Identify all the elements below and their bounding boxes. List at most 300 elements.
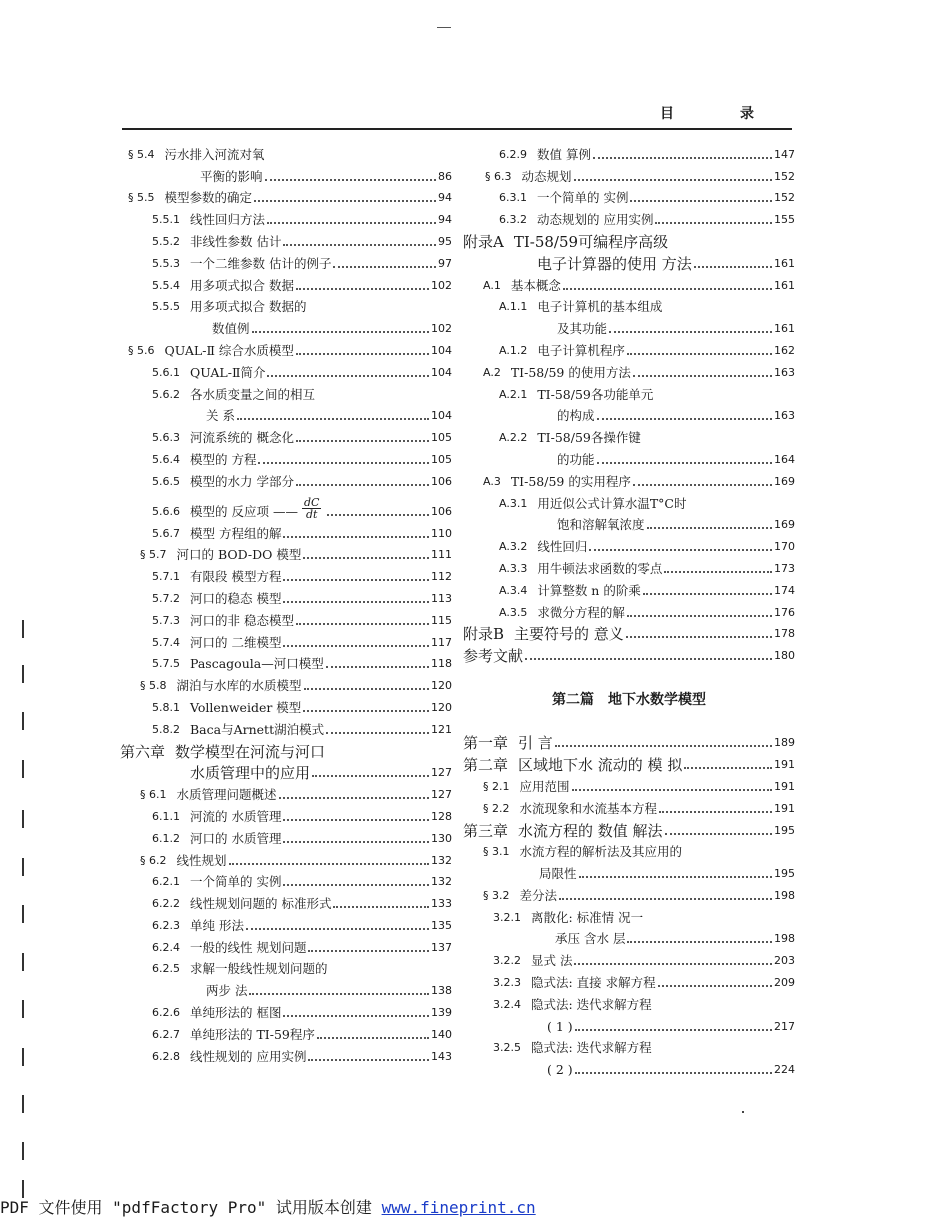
toc-entry	[463, 294, 795, 316]
toc-entry	[120, 490, 452, 520]
entry-number: 附录B	[463, 625, 505, 644]
leader-dots	[283, 819, 429, 821]
entry-number: A.3.3	[499, 561, 528, 575]
entry-number: 3.2.4	[493, 997, 521, 1011]
entry-title: 单纯 形法	[190, 917, 244, 933]
page-number: 106	[431, 474, 452, 488]
page-number: 104	[431, 409, 452, 423]
entry-title: 动态规划	[521, 168, 572, 184]
entry-number: 5.5.2	[152, 234, 180, 248]
page-number: 163	[774, 409, 795, 423]
leader-dots	[563, 288, 772, 290]
page-number: 132	[431, 875, 452, 889]
leader-dots	[326, 732, 429, 734]
running-header: 目 录	[660, 106, 780, 122]
page-number: 138	[431, 984, 452, 998]
entry-number: 5.5.5	[152, 300, 180, 314]
page-number: 152	[774, 191, 795, 205]
entry-title: ( 2 )	[547, 1062, 573, 1078]
entry-title: 的功能	[557, 451, 595, 467]
leader-dots	[283, 601, 429, 603]
toc-entry	[120, 294, 452, 316]
toc-entry	[463, 272, 795, 294]
entry-number: § 5.6	[128, 343, 155, 357]
entry-number: § 5.4	[128, 147, 155, 161]
entry-title: 用近似公式计算水温T°C时	[537, 495, 687, 511]
entry-number: 5.6.7	[152, 526, 180, 540]
entry-number: § 3.1	[483, 845, 510, 859]
toc-entry	[120, 228, 452, 250]
toc-entry	[120, 542, 452, 564]
toc-left-column	[120, 141, 452, 1065]
fraction	[302, 497, 321, 520]
toc-entry	[120, 206, 452, 228]
leader-dots	[303, 557, 429, 559]
toc-entry	[463, 315, 795, 337]
toc-entry	[463, 446, 795, 468]
entry-title: 数学模型在河流与河口	[175, 742, 326, 761]
page-number: 169	[774, 518, 795, 532]
toc-entry	[463, 533, 795, 555]
leader-dots	[254, 200, 436, 202]
page-number: 110	[431, 526, 452, 540]
page-number: 120	[431, 679, 452, 693]
toc-entry	[463, 947, 795, 969]
entry-number: 第三章	[463, 821, 509, 840]
entry-number: 第二章	[463, 756, 509, 775]
entry-title: 线性规划	[176, 852, 227, 868]
page-number: 97	[438, 256, 452, 270]
entry-title: 离散化: 标准情 况一	[531, 909, 644, 925]
page-number: 198	[774, 888, 795, 902]
entry-title: 河口的 BOD-DO 模型	[176, 547, 302, 563]
entry-number: 6.2.5	[152, 962, 180, 976]
page-number: 161	[774, 256, 795, 270]
leader-dots	[333, 906, 429, 908]
entry-title: 承压 含水 层	[555, 931, 626, 947]
entry-title: 水质管理问题概述	[176, 787, 277, 803]
entry-title: 应用范围	[519, 778, 570, 794]
leader-dots	[237, 418, 429, 420]
page-number: 102	[431, 322, 452, 336]
page-number: 94	[438, 213, 452, 227]
leader-dots	[572, 789, 772, 791]
leader-dots	[283, 1015, 429, 1017]
toc-entry	[463, 839, 795, 861]
entry-number: A.2.2	[499, 431, 528, 445]
entry-number: 5.6.1	[152, 365, 180, 379]
entry-number: 6.2.8	[152, 1049, 180, 1063]
entry-number: 6.1.1	[152, 809, 180, 823]
toc-entry	[120, 468, 452, 490]
toc-entry	[463, 991, 795, 1013]
toc-spacer	[463, 664, 795, 686]
entry-title: 模型的 反应项 ——	[190, 503, 298, 519]
toc-entry	[463, 730, 795, 752]
entry-title: QUAL-Ⅱ简介	[190, 364, 266, 380]
scan-speck	[742, 1111, 744, 1113]
page-number: 105	[431, 452, 452, 466]
leader-dots	[664, 571, 772, 573]
page-number: 161	[774, 278, 795, 292]
leader-dots	[326, 666, 429, 668]
toc-entry	[463, 490, 795, 512]
page-number: 189	[774, 736, 795, 750]
toc-entry	[463, 882, 795, 904]
entry-number: 5.7.4	[152, 635, 180, 649]
toc-entry	[463, 860, 795, 882]
toc-entry	[463, 621, 795, 643]
toc-entry	[120, 359, 452, 381]
entry-title: 平衡的影响	[200, 168, 263, 184]
toc-entry	[463, 1056, 795, 1078]
leader-dots	[655, 222, 772, 224]
toc-entry	[120, 607, 452, 629]
entry-title: 湖泊与水库的水质模型	[176, 678, 302, 694]
leader-dots	[267, 222, 436, 224]
entry-number: A.1.1	[499, 300, 528, 314]
entry-number: 6.2.7	[152, 1027, 180, 1041]
leader-dots	[627, 941, 772, 943]
entry-title: 隐式法: 迭代求解方程	[531, 996, 652, 1012]
entry-number: § 6.3	[485, 169, 512, 183]
entry-title: 求微分方程的解	[537, 604, 625, 620]
leader-dots	[252, 331, 429, 333]
toc-entry	[120, 141, 452, 163]
entry-title: TI-58/59可编程序高级	[513, 232, 669, 251]
toc-entry	[463, 751, 795, 773]
entry-title: 污水排入河流对氧	[164, 146, 265, 162]
entry-number: § 3.2	[483, 888, 510, 902]
leader-dots	[296, 484, 429, 486]
entry-title: 电子计算器的使用 方法	[537, 254, 692, 273]
entry-title: 数值 算例	[537, 146, 591, 162]
entry-title: 模型的水力 学部分	[190, 473, 294, 489]
entry-title: 有限段 模型方程	[190, 569, 282, 585]
leader-dots	[229, 863, 429, 865]
page-number: 95	[438, 234, 452, 248]
entry-title: 饱和溶解氧浓度	[557, 517, 645, 533]
page-number: 164	[774, 452, 795, 466]
page-number: 178	[774, 627, 795, 641]
leader-dots	[555, 745, 772, 747]
leader-dots	[559, 898, 772, 900]
leader-dots	[283, 841, 429, 843]
toc-entry	[463, 577, 795, 599]
page-number: 133	[431, 897, 452, 911]
entry-title: 用多项式拟合 数据	[190, 277, 294, 293]
page-number: 139	[431, 1006, 452, 1020]
entry-number: 5.6.4	[152, 452, 180, 466]
toc-entry	[463, 424, 795, 446]
entry-title: Pascagoula—河口模型	[190, 656, 324, 672]
leader-dots	[296, 440, 429, 442]
toc-entry	[463, 206, 795, 228]
entry-title: 关 系	[206, 408, 235, 424]
entry-number: 6.3.1	[499, 191, 527, 205]
toc-entry	[120, 163, 452, 185]
entry-title: 河口的 水质管理	[190, 830, 282, 846]
entry-number: 6.2.2	[152, 897, 180, 911]
fraction-numerator: dC	[303, 495, 320, 509]
entry-title: 单纯形法的 框图	[190, 1005, 282, 1021]
leader-dots	[265, 179, 436, 181]
entry-number: 5.5.4	[152, 278, 180, 292]
toc-entry	[463, 555, 795, 577]
toc-entry	[120, 716, 452, 738]
entry-title: 线性回归方法	[190, 212, 266, 228]
toc-entry	[120, 803, 452, 825]
toc-entry	[120, 250, 452, 272]
page-number: 163	[774, 365, 795, 379]
toc-entry	[120, 315, 452, 337]
page-number: 170	[774, 540, 795, 554]
leader-dots	[283, 536, 429, 538]
page-number: 94	[438, 191, 452, 205]
leader-dots	[308, 1059, 429, 1061]
leader-dots	[665, 833, 772, 835]
entry-number: 5.7.2	[152, 591, 180, 605]
toc-entry	[463, 817, 795, 839]
entry-title: 河流的 水质管理	[190, 808, 282, 824]
entry-title: 局限性	[539, 866, 577, 882]
page-number: 130	[431, 831, 452, 845]
toc-entry	[120, 337, 452, 359]
toc-entry	[463, 969, 795, 991]
entry-number: 第一章	[463, 734, 509, 753]
leader-dots	[283, 884, 429, 886]
leader-dots	[283, 579, 429, 581]
toc-entry	[120, 847, 452, 869]
leader-dots	[694, 266, 772, 268]
part-heading: 第二篇 地下水数学模型	[552, 691, 706, 708]
leader-dots	[333, 266, 436, 268]
page-number: 191	[774, 801, 795, 815]
toc-entry	[463, 926, 795, 948]
entry-number: § 2.1	[483, 779, 510, 793]
entry-title: 非线性参数 估计	[190, 233, 282, 249]
entry-number: § 6.2	[140, 853, 167, 867]
entry-title: 各水质变量之间的相互	[190, 386, 316, 402]
toc-entry	[463, 381, 795, 403]
entry-title: 用多项式拟合 数据的	[190, 299, 307, 315]
toc-entry	[120, 651, 452, 673]
entry-number: § 5.5	[128, 191, 155, 205]
toc-entry	[120, 890, 452, 912]
page-number: 198	[774, 932, 795, 946]
page-number: 113	[431, 591, 452, 605]
toc-entry	[120, 869, 452, 891]
leader-dots	[589, 549, 772, 551]
page-number: 127	[431, 788, 452, 802]
page-number: 118	[431, 657, 452, 671]
toc-entry	[463, 468, 795, 490]
page-number: 104	[431, 365, 452, 379]
toc-entry	[120, 629, 452, 651]
toc-entry	[463, 795, 795, 817]
toc-entry	[120, 403, 452, 425]
toc-entry	[463, 403, 795, 425]
leader-dots	[246, 928, 429, 930]
toc-entry	[120, 563, 452, 585]
entry-title: QUAL-Ⅱ 综合水质模型	[164, 342, 294, 358]
entry-title: 一个简单的 实例	[190, 874, 282, 890]
entry-title: Vollenweider 模型	[190, 699, 302, 715]
toc-entry	[463, 185, 795, 207]
page-number: 162	[774, 343, 795, 357]
page-number: 176	[774, 605, 795, 619]
entry-number: A.3.1	[499, 496, 528, 510]
toc-entry	[120, 520, 452, 542]
page-number: 203	[774, 954, 795, 968]
toc-entry	[463, 228, 795, 250]
toc-entry	[120, 934, 452, 956]
toc-entry	[463, 163, 795, 185]
entry-number: 5.8.2	[152, 722, 180, 736]
leader-dots	[659, 811, 772, 813]
entry-number: § 5.8	[140, 679, 167, 693]
page-number: 169	[774, 474, 795, 488]
entry-title: 河口的 二维模型	[190, 634, 282, 650]
toc-entry	[120, 956, 452, 978]
entry-title: Baca与Arnett湖泊模式	[190, 721, 325, 737]
toc-entry	[120, 977, 452, 999]
entry-title: 一般的线性 规划问题	[190, 939, 307, 955]
leader-dots	[579, 876, 772, 878]
entry-title: 水流方程的解析法及其应用的	[519, 844, 683, 860]
page-number: 105	[431, 431, 452, 445]
entry-number: 5.7.1	[152, 570, 180, 584]
leader-dots	[304, 688, 429, 690]
page-number: 155	[774, 213, 795, 227]
toc-entry	[120, 446, 452, 468]
entry-number: 6.3.2	[499, 213, 527, 227]
page-number: 117	[431, 635, 452, 649]
entry-number: 参考文献	[463, 647, 524, 666]
entry-title: 及其功能	[557, 321, 608, 337]
entry-number: A.3.5	[499, 605, 528, 619]
entry-title: 线性规划问题的 标准形式	[190, 896, 332, 912]
leader-dots	[283, 244, 436, 246]
entry-title: 水流现象和水流基本方程	[519, 800, 658, 816]
leader-dots	[658, 985, 772, 987]
entry-number: 3.2.1	[493, 910, 521, 924]
entry-title: 电子计算机的基本组成	[537, 299, 663, 315]
entry-number: 第六章	[120, 742, 166, 761]
entry-title: 用牛顿法求函数的零点	[537, 560, 663, 576]
page-number: 191	[774, 758, 795, 772]
leader-dots	[283, 645, 429, 647]
toc-entry	[463, 642, 795, 664]
leader-dots	[633, 484, 772, 486]
leader-dots	[525, 658, 772, 660]
toc-entry	[120, 1043, 452, 1065]
entry-number: 5.6.5	[152, 474, 180, 488]
entry-number: 6.1.2	[152, 831, 180, 845]
entry-number: 5.6.2	[152, 387, 180, 401]
entry-number: A.2.1	[499, 387, 528, 401]
entry-number: 5.5.1	[152, 213, 180, 227]
leader-dots	[684, 767, 772, 769]
entry-title: ( 1 )	[547, 1018, 573, 1034]
page-number: 217	[774, 1019, 795, 1033]
entry-number: A.2	[483, 365, 501, 379]
toc-entry	[120, 672, 452, 694]
pdf-footer	[0, 1195, 536, 1218]
toc-entry	[120, 424, 452, 446]
entry-title: 河口的稳态 模型	[190, 590, 282, 606]
page-number: 147	[774, 147, 795, 161]
toc-entry	[120, 781, 452, 803]
leader-dots	[296, 623, 429, 625]
page-number: 137	[431, 940, 452, 954]
page-number: 224	[774, 1063, 795, 1077]
entry-number: 6.2.3	[152, 918, 180, 932]
toc-entry	[463, 250, 795, 272]
leader-dots	[630, 200, 772, 202]
page-number: 143	[431, 1049, 452, 1063]
entry-title: 主要符号的 意义	[514, 625, 624, 644]
leader-dots	[296, 288, 429, 290]
leader-dots	[575, 1072, 772, 1074]
page-number: 111	[431, 548, 452, 562]
entry-title: 单纯形法的 TI-59程序	[190, 1026, 315, 1042]
leader-dots	[626, 636, 772, 638]
entry-number: 3.2.5	[493, 1041, 521, 1055]
entry-title: 电子计算机程序	[537, 342, 625, 358]
leader-dots	[279, 797, 429, 799]
leader-dots	[308, 950, 429, 952]
toc-entry	[120, 825, 452, 847]
page-number: 128	[431, 809, 452, 823]
toc-entry	[463, 773, 795, 795]
page-number: 195	[774, 867, 795, 881]
toc-entry	[463, 141, 795, 163]
toc-entry	[463, 1035, 795, 1057]
entry-title: 隐式法: 迭代求解方程	[531, 1040, 652, 1056]
top-center-mark	[437, 27, 451, 28]
leader-dots	[267, 375, 429, 377]
leader-dots	[643, 593, 772, 595]
scan-margin-marks	[22, 620, 25, 1195]
page-number: 180	[774, 649, 795, 663]
page-number: 121	[431, 722, 452, 736]
page-number: 161	[774, 322, 795, 336]
leader-dots	[633, 375, 772, 377]
toc-entry	[120, 381, 452, 403]
entry-number: § 6.1	[140, 788, 167, 802]
entry-title: 两步 法	[206, 983, 248, 999]
leader-dots	[575, 1029, 772, 1031]
toc-entry	[120, 738, 452, 760]
entry-title: 一个二维参数 估计的例子	[190, 255, 332, 271]
entry-number: § 2.2	[483, 801, 510, 815]
toc-entry	[463, 512, 795, 534]
entry-number: 6.2.6	[152, 1006, 180, 1020]
entry-title: 河流系统的 概念化	[190, 430, 294, 446]
footer-link[interactable]: www.fineprint.cn	[381, 1198, 536, 1217]
entry-title: TI-58/59 的使用方法	[510, 364, 631, 380]
entry-title: 求解一般线性规划问题的	[190, 961, 328, 977]
footer-text: PDF 文件使用 "pdfFactory Pro" 试用版本创建	[0, 1198, 382, 1217]
entry-title: 线性规划的 应用实例	[190, 1048, 307, 1064]
toc-entry	[120, 912, 452, 934]
entry-title: 一个简单的 实例	[537, 190, 629, 206]
entry-number: A.3	[483, 474, 501, 488]
page-number: 120	[431, 700, 452, 714]
page-number: 102	[431, 278, 452, 292]
entry-title: 数值例	[212, 321, 250, 337]
